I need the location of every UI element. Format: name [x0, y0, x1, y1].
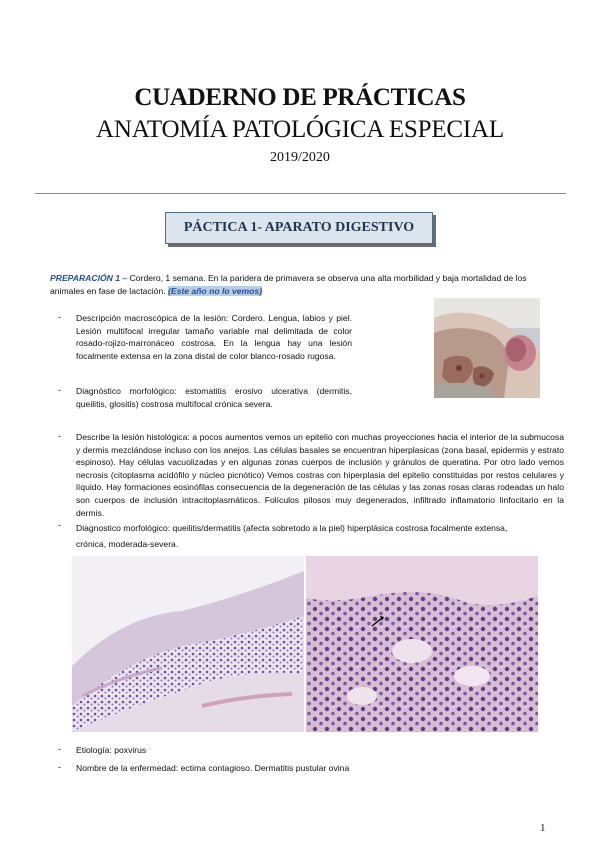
document-subtitle: ANATOMÍA PATOLÓGICA ESPECIAL: [96, 116, 504, 143]
histological-description: Describe la lesión histológica: a pocos aumentos vemos un epitelio con muchas proyecciones hacia el interior de la submucosa y dermis mezclándose incluso con los anejos. Las células basales se encuentran hiperplasicas (zona basal, epidermis y estrato espinoso). Hay células vacuolizadas y en algunas zonas cuerpos de inclusión y gránulos de queratina. Por otro lado vemos necrosis (citoplasma acidófilo y núcleo picnótico) Vemos costras con hiperplasia del epitelio constituidas por restos celulares y líquido. Hay formaciones eosinófilas consecuencia de la degeneración de las células y las zonas rosas claras rodeadas un halo son cuerpos de inclusión intracitoplasmáticos. Folículos pilosos muy degenerados, infiltrado inflamatorio linfocitario en la dermis.: [76, 432, 564, 518]
preparation-text: – Cordero, 1 semana. En la paridera de primavera se observa una alta morbilidad y baja mortalidad de los animales en fase de lactación.: [50, 273, 527, 296]
bullet-dash: -: [58, 762, 61, 772]
preparation-label: PREPARACIÓN 1: [50, 273, 121, 283]
lamb-lesion-photo: [434, 298, 540, 398]
academic-year: 2019/2020: [270, 150, 330, 165]
horizontal-divider: [35, 193, 566, 194]
macroscopic-description: Descripción macroscópica de la lesión: Cordero. Lengua, labios y piel. Lesión multifocal irregular tamaño variable mal delimitada de color rosado-rojizo-marronáceo costrosa. En la lengua hay una lesión focalmente extensa en la zona distal de color blanco-rosado rugosa.: [76, 313, 352, 361]
histology-micrographs: [72, 556, 538, 732]
bullet-dash: -: [58, 312, 61, 322]
morphological-diagnosis-2: Diagnostico morfológico: queilitis/dermatitis (afecta sobretodo a la piel) hiperplásica costrosa focalmente extensa, crónica, moderada-severa.: [76, 523, 508, 549]
bullet-dash: -: [58, 744, 61, 754]
morphological-diagnosis-1: Diagnóstico morfológico: estomatitis erosivo ulcerativa (dermitis, queilitis, glositis) costrosa multifocal crónica severa.: [76, 386, 352, 409]
document-title: CUADERNO DE PRÁCTICAS: [134, 84, 466, 111]
bullet-dash: -: [58, 520, 61, 530]
disease-name: Nombre de la enfermedad: ectima contagioso. Dermatitis pustular ovina: [76, 763, 350, 773]
preparation-paragraph: [50, 272, 560, 298]
bullet-dash: -: [58, 431, 61, 441]
etiology: Etiología: poxvirus: [76, 745, 147, 755]
practice-title-box: [165, 212, 433, 244]
bullet-dash: -: [58, 385, 61, 395]
practice-title: PÁCTICA 1- APARATO DIGESTIVO: [183, 220, 415, 235]
page-number: 1: [540, 822, 546, 834]
preparation-highlight: (Este año no lo vemos): [168, 286, 263, 296]
